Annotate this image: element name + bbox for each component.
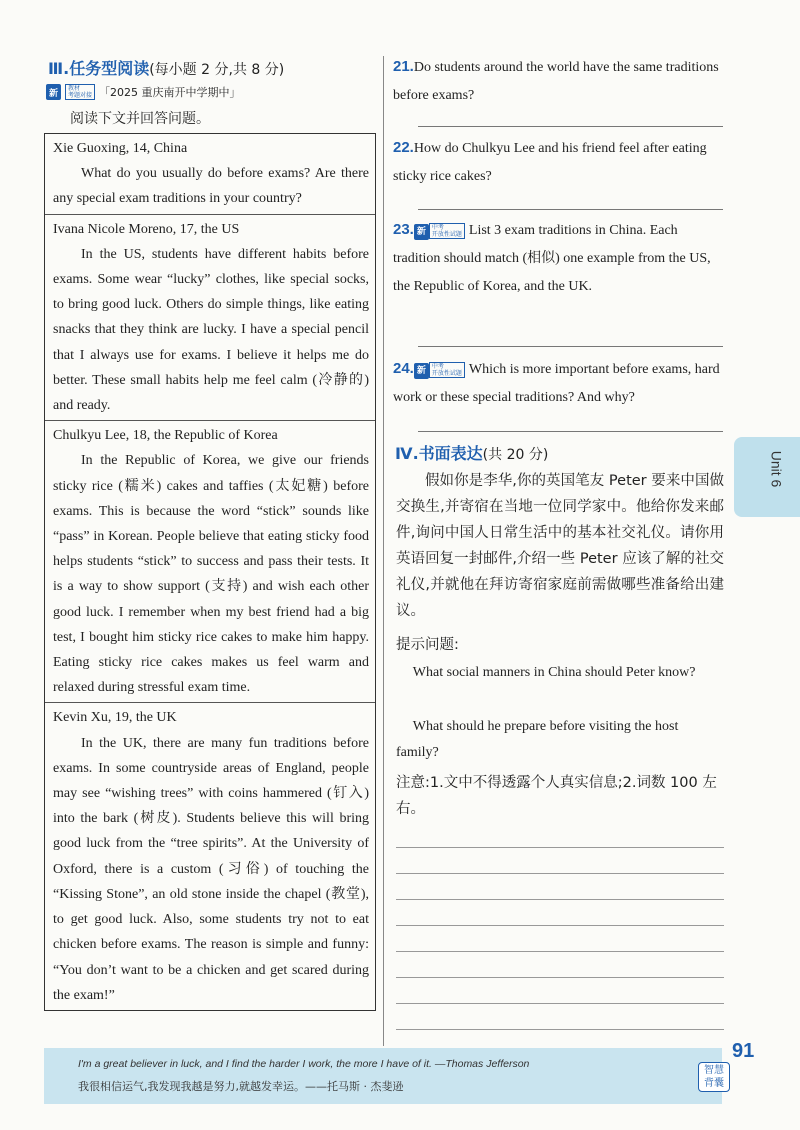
speaker-name: Xie Guoxing, 14, China [53, 141, 188, 156]
passage-entry [45, 421, 375, 703]
question-22 [393, 134, 725, 191]
speaker-name: Ivana Nicole Moreno, 17, the US [53, 221, 240, 237]
brand-logo [698, 1062, 730, 1092]
source-tag-row [46, 84, 241, 100]
section4-title: 书面表达 [418, 444, 483, 463]
passage-table [44, 133, 376, 1011]
answer-line-23[interactable] [418, 346, 723, 347]
writing-line[interactable] [396, 1003, 724, 1004]
exam-source: 「2025 重庆南开中学期中」 [99, 86, 241, 99]
quote-english: I'm a great believer in luck, and I find the harder I work, the more I have of it. —Thomas Jefferson [78, 1058, 530, 1070]
writing-line[interactable] [396, 847, 724, 848]
quote-chinese: 我很相信运气,我发现我越是努力,就越发幸运。——托马斯 · 杰斐逊 [78, 1080, 404, 1093]
hint-question-2: What should he prepare before visiting the host family? [396, 719, 679, 760]
column-divider [383, 56, 384, 1046]
writing-line[interactable] [396, 1029, 724, 1030]
question-text: Do students around the world have the same traditions before exams? [393, 60, 719, 103]
passage-entry [45, 703, 375, 1009]
question-number: 24. [393, 360, 414, 377]
badge-caption-line1: 中考 [431, 362, 444, 370]
question-number: 21. [393, 58, 414, 75]
writing-line[interactable] [396, 899, 724, 900]
writing-prompt: 假如你是李华,你的英国笔友 Peter 要来中国做交换生,并寄宿在当地一位同学家中。他给你发来邮件,询问中国人日常生活中的基本社交礼仪。请你用英语回复一封邮件,介绍一些 Peter 应该了解的社交礼仪,并就他在拜访寄宿家庭前需做哪些准备给出建议。 [396, 473, 724, 619]
passage-entry [45, 215, 375, 422]
badge-caption-line2: 开放性试题 [431, 230, 462, 238]
question-number: 23. [393, 221, 414, 238]
question-text: Which is more important before exams, hard work or these special traditions? And why? [393, 362, 720, 405]
writing-note: 注意:1.文中不得透露个人真实信息;2.词数 100 左右。 [396, 775, 717, 817]
writing-line[interactable] [396, 873, 724, 874]
question-text: List 3 exam traditions in China. Each tradition should match (相似) one example from the US, the Republic of Korea, and the UK. [393, 223, 711, 294]
unit-label: Unit 6 [768, 450, 785, 488]
new-textbook-badge: 新 [46, 84, 61, 100]
badge-caption [429, 362, 465, 378]
section3-numeral: Ⅲ. [48, 59, 70, 78]
badge-caption-line1: 教材 [68, 85, 81, 92]
writing-line[interactable] [396, 951, 724, 952]
question-21 [393, 53, 725, 110]
passage-text: In the US, students have different habits before exams. Some wear “lucky” clothes, like special socks, to bring good luck. Others do simple things, like eating snacks that they think are lucky. I have a special pencil that I always use for exams. I believe it helps me do better. These small habits help me feel calm (冷静的) and ready. [53, 246, 369, 414]
passage-text: What do you usually do before exams? Are there any special exam traditions in your country? [53, 166, 369, 207]
badge-caption [429, 223, 465, 239]
question-23 [393, 216, 725, 301]
badge-caption-line2: 考题对接 [68, 92, 93, 99]
badge-caption [65, 84, 95, 100]
passage-text: In the UK, there are many fun traditions before exams. In some countryside areas of England, people may see “wishing trees” with coins hammered (钉入) into the bark (树皮). Students believe this will bring good luck from the “tree spirits”. At the University of Oxford, there is a custom (习俗) of touching the “Kissing Stone”, an old stone inside the chapel (教堂), to get good luck. Also, some students try not to eat chicken before exams. The reason is simple and funny: “You don’t want to be a chicken and get scared during the exam!” [53, 735, 369, 1003]
section3-heading [48, 56, 284, 79]
hint-question-1: What social manners in China should Peter know? [412, 665, 696, 680]
passage-entry [45, 134, 375, 215]
unit-side-tab[interactable] [734, 437, 800, 517]
passage-text: In the Republic of Korea, we give our friends sticky rice (糯米) cakes and taffies (太妃糖) before exams. This is because the word “stick” sounds like “pass” in Korean. People believe that eating sticky food helps students “stick” to success and pass their tests. It is a way to show support (支持) and wish each other good luck. I remember when my best friend had a big test, I bought him sticky rice cakes to make him happy. Eating sticky rice cakes makes us feel warm and relaxed during stressful exam time. [53, 453, 369, 696]
question-number: 22. [393, 139, 414, 156]
section4-numeral: Ⅳ. [395, 444, 419, 463]
speaker-name: Kevin Xu, 19, the UK [53, 710, 177, 726]
section3-title: 任务型阅读 [69, 59, 150, 78]
brand-line-1: 智慧 [704, 1065, 724, 1076]
answer-line-24[interactable] [418, 431, 723, 432]
hint-label: 提示问题: [396, 637, 459, 653]
writing-line[interactable] [396, 925, 724, 926]
question-24 [393, 355, 725, 412]
reading-instruction: 阅读下文并回答问题。 [70, 111, 210, 127]
brand-line-2: 背囊 [704, 1078, 724, 1089]
section4-heading [395, 441, 548, 464]
writing-line[interactable] [396, 977, 724, 978]
question-text: How do Chulkyu Lee and his friend feel after eating sticky rice cakes? [393, 141, 707, 184]
answer-line-22[interactable] [418, 209, 723, 210]
section4-subtitle: (共 20 分) [482, 447, 549, 463]
new-zhongkao-badge: 新 [414, 363, 429, 379]
answer-line-21[interactable] [418, 126, 723, 127]
new-zhongkao-badge: 新 [414, 224, 429, 240]
section3-subtitle: (每小题 2 分,共 8 分) [149, 62, 285, 78]
page-number: 91 [732, 1040, 755, 1062]
badge-caption-line2: 开放性试题 [431, 369, 462, 377]
footer-quote-band [44, 1048, 722, 1104]
badge-caption-line1: 中考 [431, 223, 444, 231]
speaker-name: Chulkyu Lee, 18, the Republic of Korea [53, 428, 278, 444]
